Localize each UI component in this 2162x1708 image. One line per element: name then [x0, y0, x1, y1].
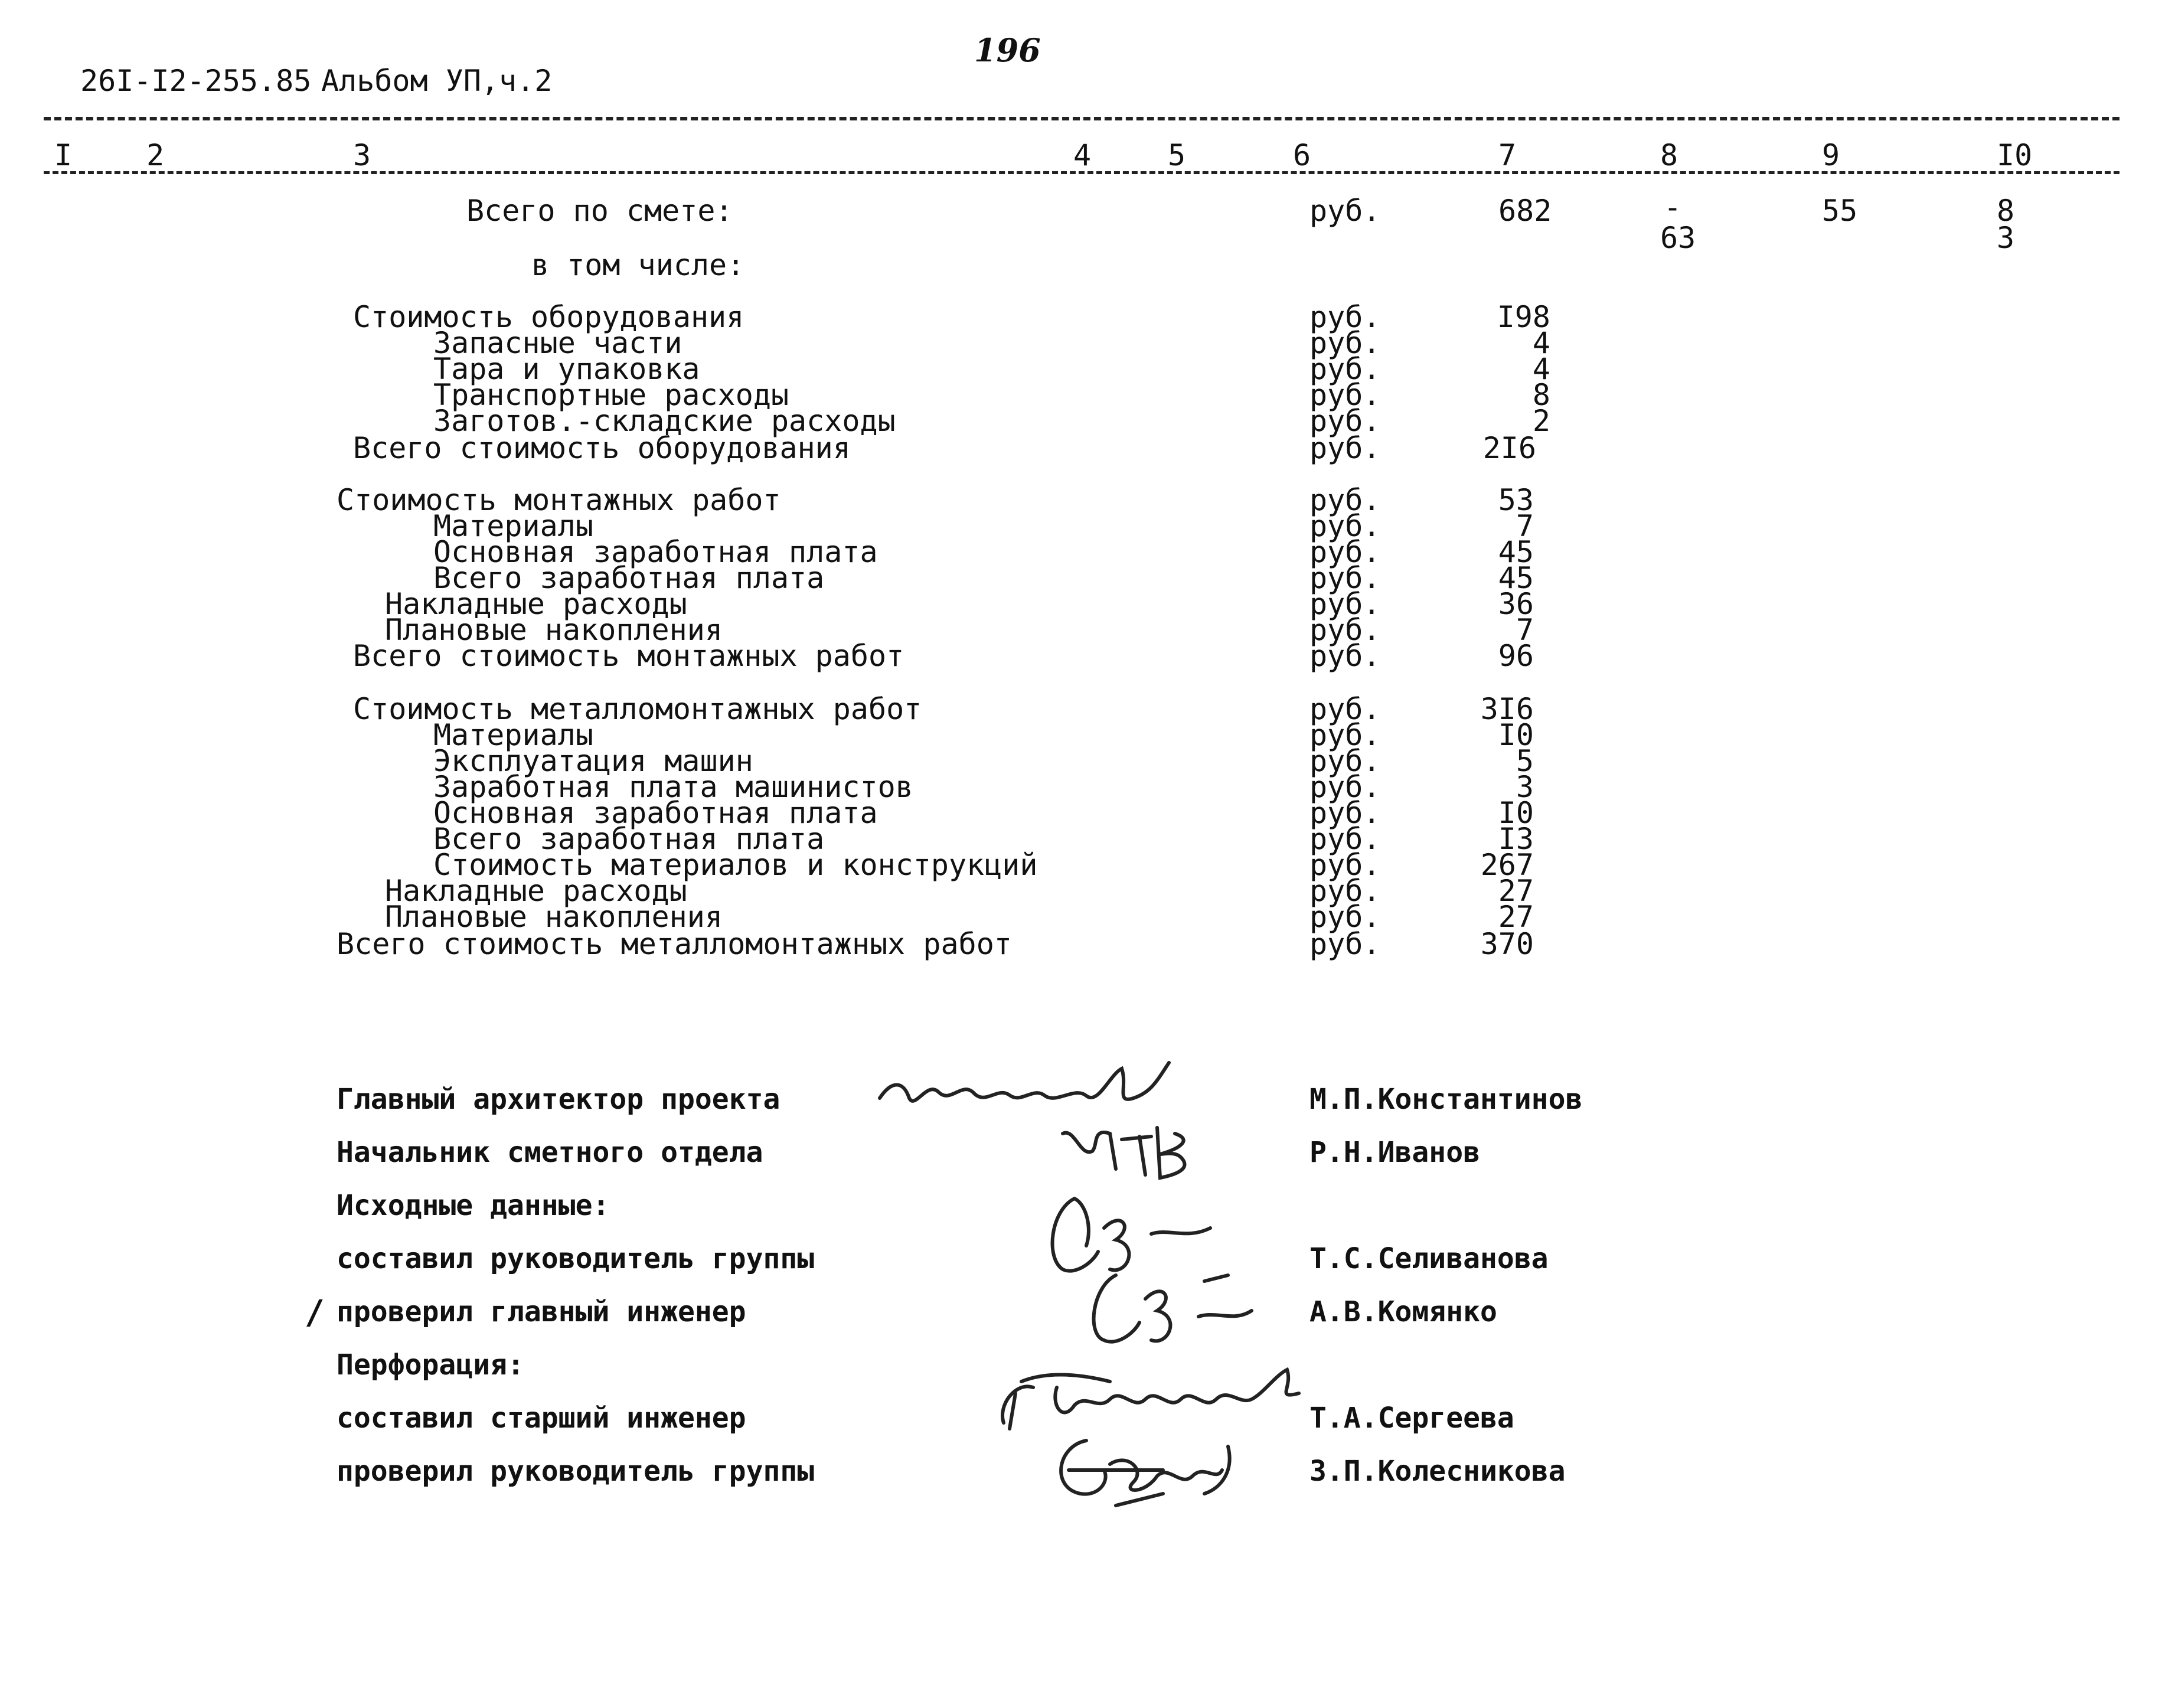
signature-role: проверил главный инженер: [337, 1295, 746, 1328]
row-label: Плановые накопления: [385, 613, 723, 647]
row-unit: руб.: [1309, 900, 1381, 934]
row-value: 2I6: [1482, 431, 1536, 465]
total-label: Всего по смете:: [466, 194, 733, 228]
row-label: Плановые накопления: [385, 900, 723, 934]
column-number-3: 3: [353, 138, 371, 172]
row-value: 45: [1498, 535, 1534, 569]
column-number-2: 2: [146, 138, 165, 172]
page-number: 196: [974, 31, 1041, 69]
including-label: в том числе:: [531, 248, 745, 282]
row-label: Материалы: [433, 509, 593, 543]
row-unit: руб.: [1309, 509, 1381, 543]
column-number-1: I: [54, 138, 73, 172]
row-unit: руб.: [1309, 796, 1381, 830]
row-unit: руб.: [1309, 326, 1381, 360]
row-unit: руб.: [1309, 927, 1381, 961]
total-col10-top: 8: [1997, 194, 2015, 228]
row-label: Тара и упаковка: [433, 352, 700, 386]
signature-role: составил руководитель группы: [337, 1242, 815, 1275]
total-col10-bottom: 3: [1997, 221, 2015, 255]
row-value: 370: [1480, 927, 1534, 961]
row-label: Стоимость оборудования: [353, 300, 744, 334]
row-unit: руб.: [1309, 822, 1381, 856]
row-value: 96: [1498, 639, 1534, 673]
signature-role: Исходные данные:: [337, 1189, 610, 1222]
row-unit: руб.: [1309, 300, 1381, 334]
row-label: Всего стоимость оборудования: [353, 431, 851, 465]
row-unit: руб.: [1309, 483, 1381, 517]
handwritten-signature-4: [1080, 1263, 1258, 1352]
row-label: Стоимость металломонтажных работ: [353, 692, 922, 726]
row-unit: руб.: [1309, 404, 1381, 438]
row-value: 8: [1532, 378, 1550, 412]
row-unit: руб.: [1309, 770, 1381, 804]
total-col8-bottom: 63: [1660, 221, 1696, 255]
row-unit: руб.: [1309, 692, 1381, 726]
row-unit: руб.: [1309, 431, 1381, 465]
row-unit: руб.: [1309, 874, 1381, 908]
row-label: Основная заработная плата: [433, 796, 878, 830]
signature-role: Главный архитектор проекта: [337, 1083, 780, 1116]
row-value: 27: [1498, 874, 1534, 908]
row-unit: руб.: [1309, 848, 1381, 882]
top-rule: [44, 117, 2119, 120]
row-unit: руб.: [1309, 587, 1381, 621]
row-value: 3: [1516, 770, 1534, 804]
row-label: Всего стоимость металломонтажных работ: [337, 927, 1012, 961]
handwritten-signature-6: [1045, 1423, 1246, 1511]
row-unit: руб.: [1309, 744, 1381, 778]
handwritten-signature-1: [874, 1057, 1181, 1122]
signature-name: А.В.Комянко: [1309, 1295, 1497, 1328]
row-label: Запасные части: [433, 326, 682, 360]
row-label: Всего стоимость монтажных работ: [353, 639, 904, 673]
row-value: 27: [1498, 900, 1534, 934]
row-label: Материалы: [433, 718, 593, 752]
total-col7: 682: [1498, 194, 1552, 228]
signature-name: Р.Н.Иванов: [1309, 1136, 1480, 1169]
row-value: 7: [1516, 509, 1534, 543]
row-unit: руб.: [1309, 378, 1381, 412]
row-label: Всего заработная плата: [433, 561, 825, 595]
row-unit: руб.: [1309, 613, 1381, 647]
album-label: Альбом УП,ч.2: [321, 64, 553, 98]
signature-name: М.П.Константинов: [1309, 1083, 1583, 1116]
signature-role: составил старший инженер: [337, 1402, 746, 1435]
row-label: Накладные расходы: [385, 874, 687, 908]
row-value: I0: [1498, 796, 1534, 830]
row-value: 53: [1498, 483, 1534, 517]
row-value: 267: [1480, 848, 1534, 882]
column-number-10: I0: [1997, 138, 2033, 172]
row-label: Заработная плата машинистов: [433, 770, 913, 804]
row-value: 36: [1498, 587, 1534, 621]
row-unit: руб.: [1309, 352, 1381, 386]
total-col9: 55: [1822, 194, 1858, 228]
handwritten-signature-2: [1057, 1122, 1210, 1187]
row-label: Всего заработная плата: [433, 822, 825, 856]
column-number-5: 5: [1168, 138, 1186, 172]
row-unit: руб.: [1309, 718, 1381, 752]
row-value: 7: [1516, 613, 1534, 647]
row-label: Основная заработная плата: [433, 535, 878, 569]
signature-name: Т.С.Селиванова: [1309, 1242, 1549, 1275]
header-rule: [44, 171, 2119, 174]
document-code: 26I-I2-255.85: [80, 64, 312, 98]
row-unit: руб.: [1309, 639, 1381, 673]
signature-role: Начальник сметного отдела: [337, 1136, 763, 1169]
row-label: Эксплуатация машин: [433, 744, 753, 778]
row-value: 4: [1532, 352, 1550, 386]
row-label: Накладные расходы: [385, 587, 687, 621]
row-unit: руб.: [1309, 535, 1381, 569]
signature-name: З.П.Колесникова: [1309, 1455, 1566, 1488]
signature-role: Перфорация:: [337, 1348, 524, 1382]
signature-name: Т.А.Сергеева: [1309, 1402, 1514, 1435]
column-number-9: 9: [1822, 138, 1840, 172]
margin-mark: /: [305, 1294, 325, 1332]
total-col8-top: -: [1664, 190, 1682, 224]
row-label: Заготов.-складские расходы: [433, 404, 896, 438]
row-label: Стоимость материалов и конструкций: [433, 848, 1038, 882]
row-value: I3: [1498, 822, 1534, 856]
column-number-4: 4: [1073, 138, 1092, 172]
column-number-8: 8: [1660, 138, 1678, 172]
signature-role: проверил руководитель группы: [337, 1455, 815, 1488]
row-label: Транспортные расходы: [433, 378, 789, 412]
row-value: 45: [1498, 561, 1534, 595]
column-number-7: 7: [1498, 138, 1517, 172]
row-unit: руб.: [1309, 561, 1381, 595]
column-number-6: 6: [1293, 138, 1311, 172]
total-unit: руб.: [1309, 194, 1381, 228]
row-value: I0: [1498, 718, 1534, 752]
row-value: 5: [1516, 744, 1534, 778]
row-value: I98: [1497, 300, 1550, 334]
row-label: Стоимость монтажных работ: [337, 483, 781, 517]
row-value: 4: [1532, 326, 1550, 360]
row-value: 2: [1532, 404, 1550, 438]
row-value: 3I6: [1480, 692, 1534, 726]
